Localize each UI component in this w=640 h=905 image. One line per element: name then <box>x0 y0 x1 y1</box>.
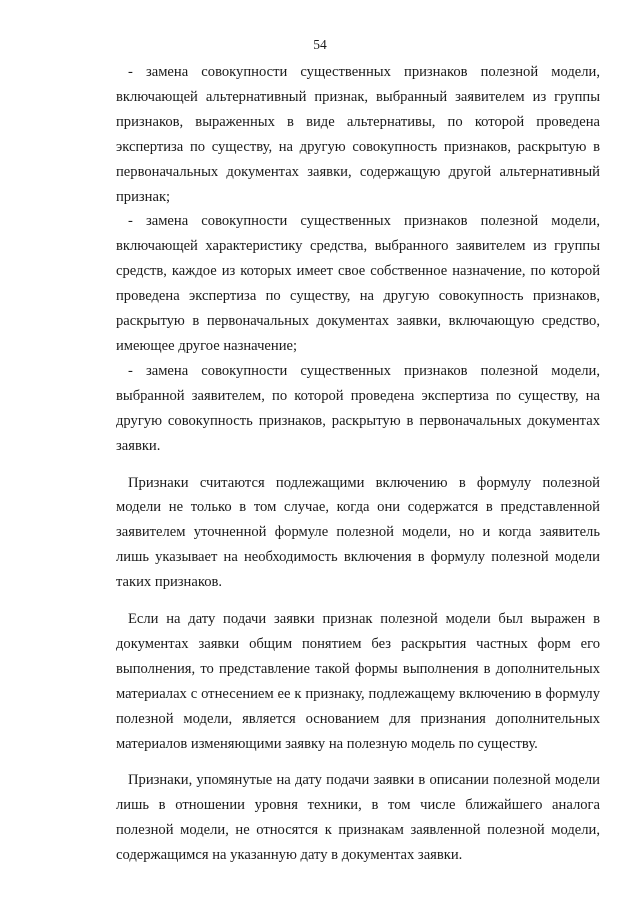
paragraph-replacement-alternative-feature: - замена совокупности существенных признаков полезной модели, включающей альтернативный признак, выбранный заявителем из группы признаков, выраженных в виде альтернативы, по которой проведена экспертиза по существу, на другую совокупность признаков, раскрытую в первоначальных документах заявки, содержащую другой альтернативный признак; <box>116 64 600 205</box>
paragraph-replacement-selected-set: - замена совокупности существенных признаков полезной модели, выбранной заявителем, по которой проведена экспертиза по существу, на другую совокупность признаков, раскрытую в первоначальных документах заявки. <box>116 362 600 454</box>
paragraph-replacement-means-characteristic: - замена совокупности существенных признаков полезной модели, включающей характеристику средства, выбранного заявителем из группы средств, каждое из которых имеет свое собственное назначение, по которой проведена экспертиза по существу, на другую совокупность признаков, раскрытую в первоначальных документах заявки, включающую средство, имеющее другое назначение; <box>116 213 600 354</box>
paragraph-prior-art-features: Признаки, упомянутые на дату подачи заявки в описании полезной модели лишь в отношении уровня техники, в том числе ближайшего аналога полезной модели, не относятся к признакам заявленной полезной модели, содержащимся на указанную дату в документах заявки. <box>116 772 600 864</box>
page-number: 54 <box>313 37 327 52</box>
paragraph-general-concept: Если на дату подачи заявки признак полезной модели был выражен в документах заявки общим понятием без раскрытия частных форм его выполнения, то представление такой формы выполнения в дополнительных материалах с отнесением ее к признаку, подлежащему включению в формулу полезной модели, является основанием для признания дополнительных материалов изменяющими заявку на полезную модель по существу. <box>116 611 600 752</box>
paragraph-features-for-inclusion: Признаки считаются подлежащими включению в формулу полезной модели не только в том случае, когда они содержатся в представленной заявителем уточненной формуле полезной модели, но и когда заявитель лишь указывает на необходимость включения в формулу полезной модели таких признаков. <box>116 474 600 591</box>
body-text <box>116 60 600 868</box>
